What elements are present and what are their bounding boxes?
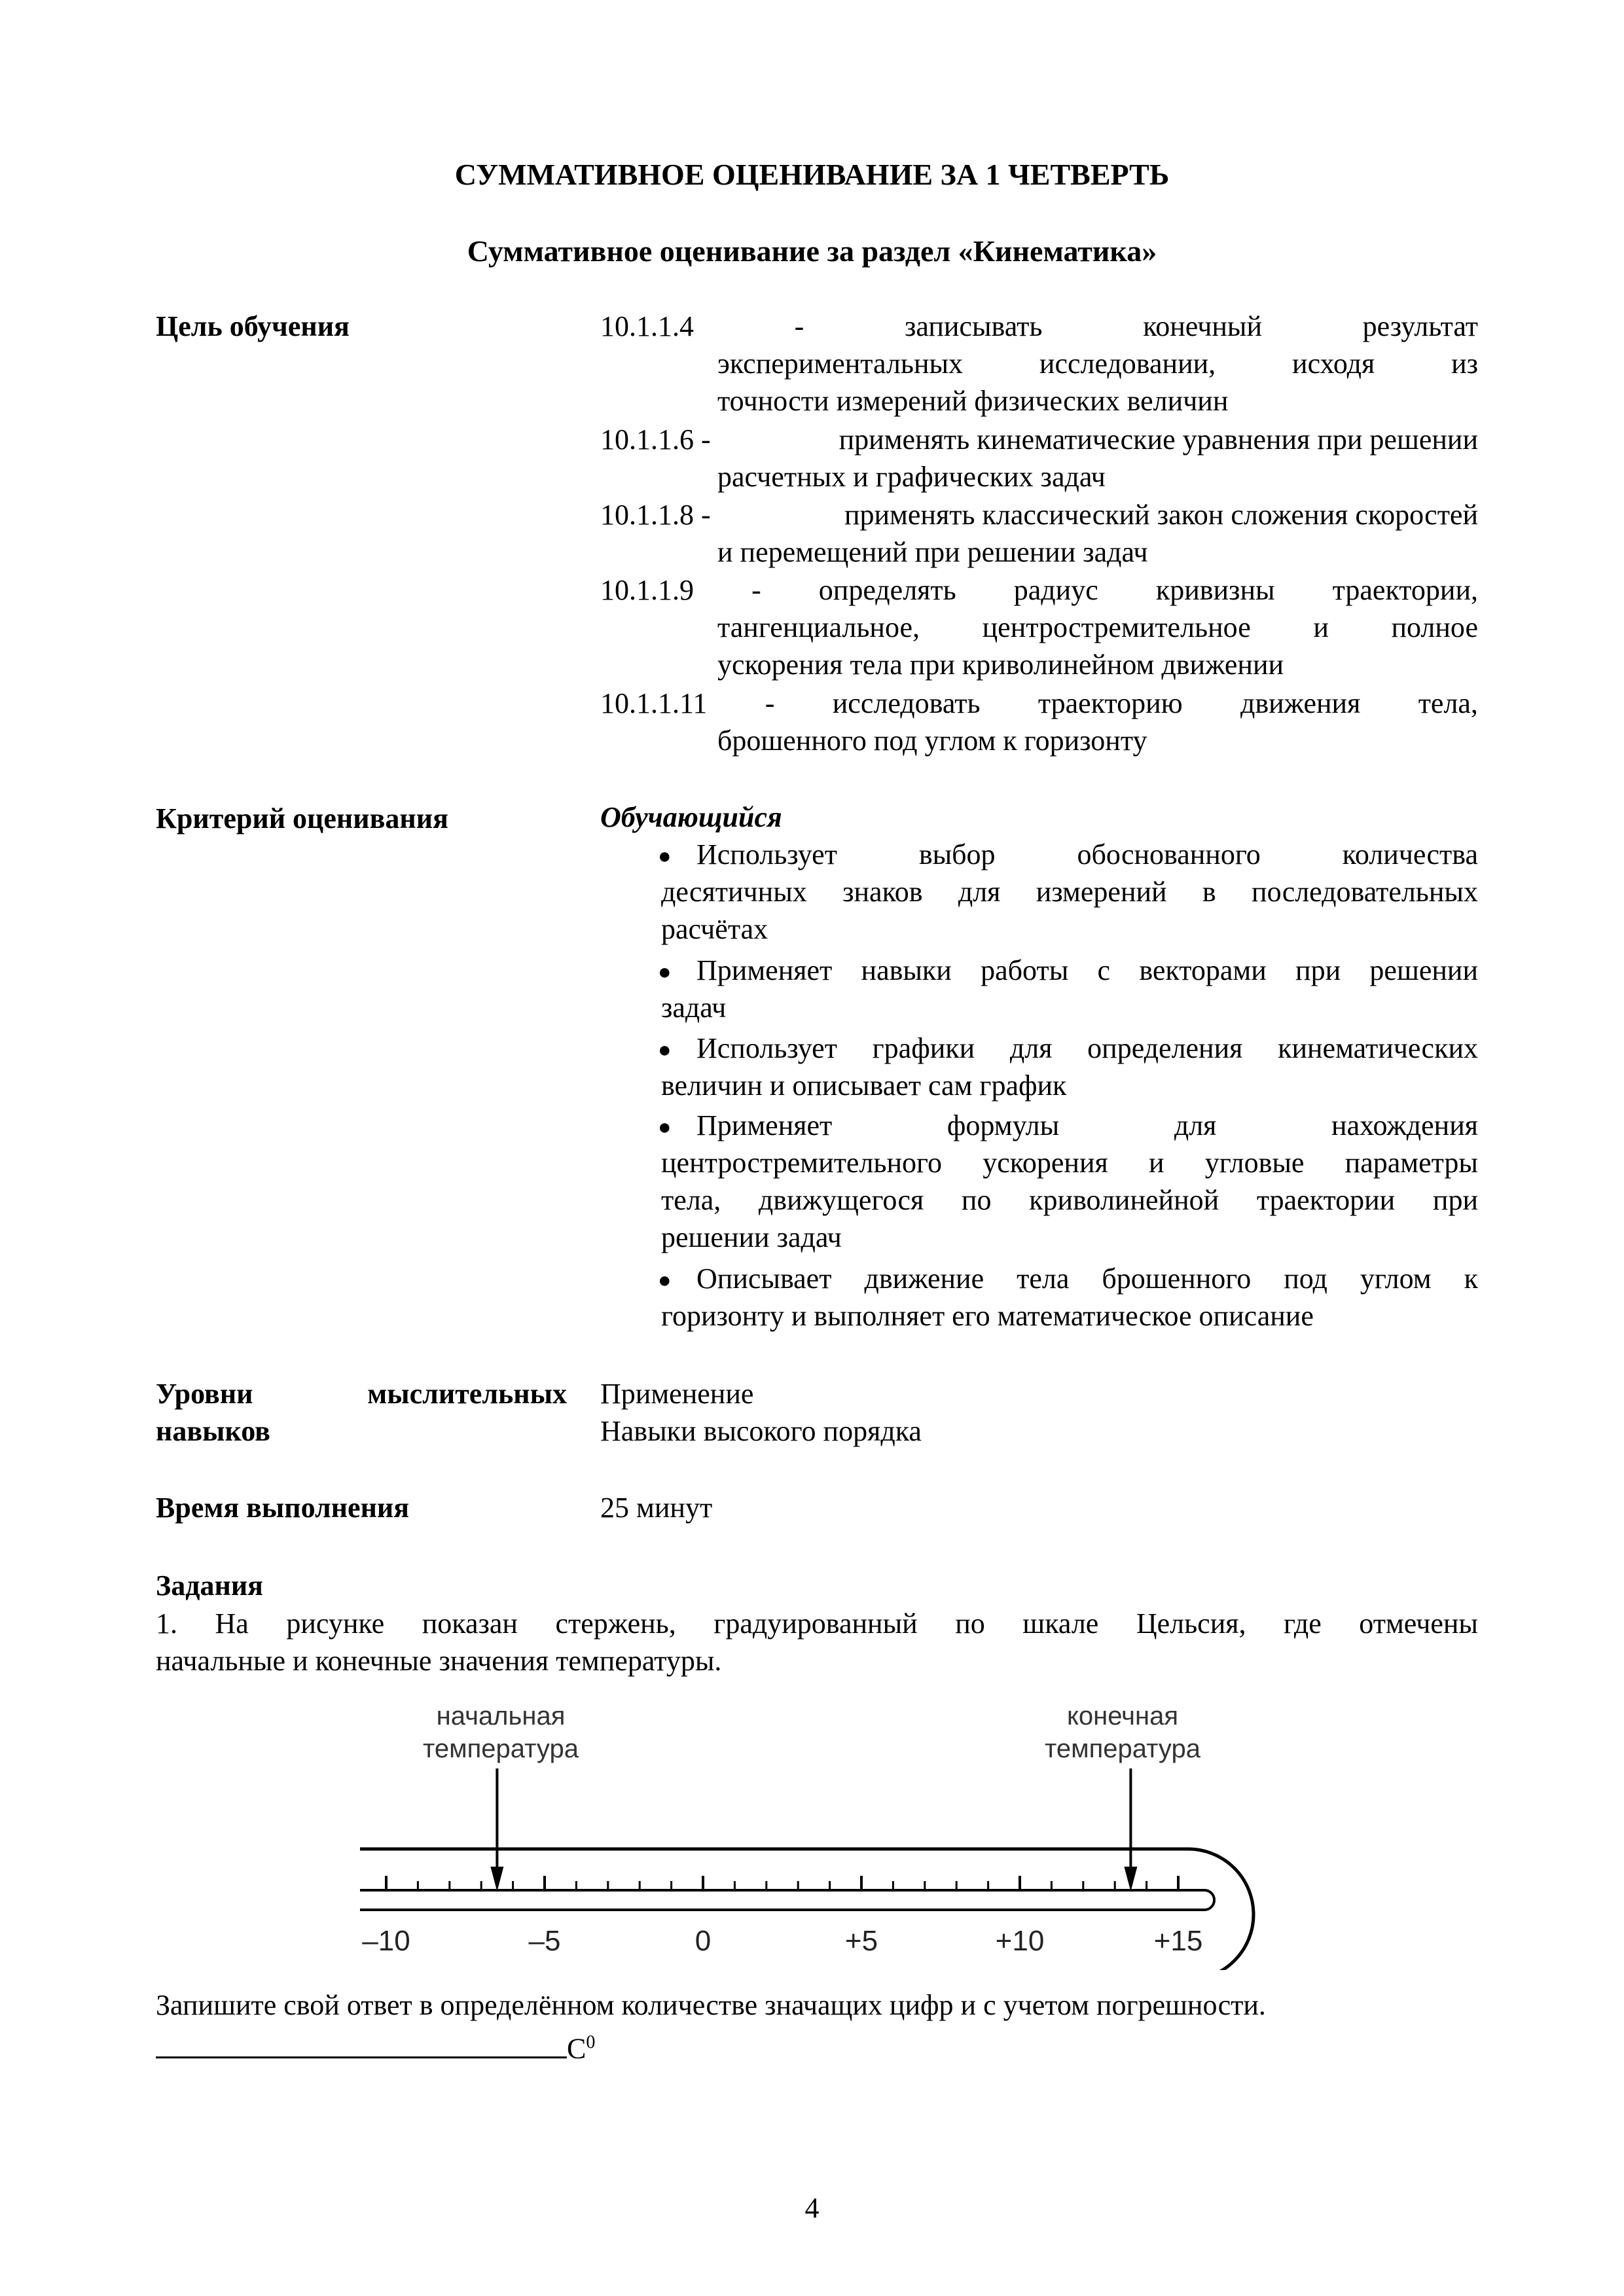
- goal-dash: -: [701, 423, 711, 456]
- goal-item-3-first-line: [600, 496, 1478, 533]
- goal-item-5-first-line: [600, 685, 1478, 722]
- skills-value: Навыки высокого порядка: [600, 1415, 922, 1447]
- goal-code: 10.1.1.6: [600, 423, 694, 456]
- task-1-text-cont: начальные и конечные значения температуры.: [156, 1645, 722, 1677]
- tick-label: +15: [1153, 1925, 1203, 1957]
- criteria-line: центростремительного ускорения и угловые параметры: [661, 1147, 1478, 1179]
- goal-dash: -: [794, 310, 804, 342]
- scale-labels: [362, 1925, 1202, 1957]
- unit-letter: C: [567, 2032, 586, 2065]
- goal-code: 10.1.1.9: [600, 574, 694, 606]
- goal-line: точности измерений физических величин: [717, 385, 1229, 417]
- answer-unit: [567, 2024, 595, 2068]
- goal-item-2-first-line: [600, 421, 1478, 458]
- start-label-line2: температура: [423, 1734, 579, 1763]
- criteria-heading: Обучающийся: [600, 801, 782, 833]
- goal-word: конечный: [1143, 310, 1262, 342]
- criteria-line: десятичных знаков для измерений в последовательных: [661, 876, 1478, 908]
- task-1-text: 1. На рисунке показан стержень, градуированный по шкале Цельсия, где отмечены: [156, 1607, 1478, 1640]
- tick-label: –10: [362, 1925, 410, 1957]
- criteria-line: горизонту и выполняет его математическое описание: [661, 1300, 1314, 1332]
- criteria-label: Критерий оценивания: [156, 802, 448, 834]
- goal-item-4-first-line: [600, 571, 1478, 609]
- goal-code: 10.1.1.4: [600, 310, 694, 342]
- unit-superscript: 0: [586, 2032, 596, 2053]
- goal-word: результат: [1362, 310, 1478, 342]
- criteria-line: Применяет навыки работы с векторами при решении: [696, 954, 1478, 986]
- goal-text: применять классический закон сложения скоростей: [844, 499, 1478, 531]
- goal-word: движения: [1240, 687, 1361, 719]
- skills-label: Уровни мыслительных: [156, 1378, 567, 1410]
- criteria-line: Применяет формулы для нахождения: [696, 1109, 1478, 1141]
- criteria-line: величин и описывает сам график: [661, 1069, 1067, 1102]
- goal-line: тангенциальное, центростремительное и полное: [717, 611, 1478, 643]
- tick-label: 0: [695, 1925, 712, 1957]
- start-arrow-head: [490, 1867, 503, 1892]
- criteria-line: Использует графики для определения кинематических: [696, 1032, 1478, 1064]
- goal-line: ускорения тела при криволинейном движении: [717, 649, 1284, 681]
- criteria-line: задач: [661, 992, 727, 1024]
- capillary: [360, 1890, 1214, 1910]
- goal-item-1-first-line: [600, 308, 1478, 345]
- tick-label: +5: [844, 1925, 878, 1957]
- answer-field[interactable]: [156, 2021, 567, 2058]
- bullet-icon: ●: [658, 844, 672, 869]
- criteria-line: расчётах: [661, 913, 768, 945]
- time-value: 25 минут: [600, 1492, 713, 1524]
- criteria-line: тела, движущегося по криволинейной траектории при: [661, 1184, 1478, 1216]
- end-arrow: [1124, 1768, 1137, 1892]
- goal-dash: -: [765, 687, 775, 719]
- learning-goal-label: Цель обучения: [156, 310, 350, 342]
- goal-word: радиус: [1013, 574, 1098, 606]
- goal-line: расчетных и графических задач: [717, 461, 1106, 493]
- skills-label-cont: навыков: [156, 1415, 270, 1447]
- goal-text: применять кинематические уравнения при решении: [839, 423, 1478, 456]
- goal-dash: -: [701, 499, 711, 531]
- goal-dash: -: [751, 574, 761, 606]
- bullet-icon: ●: [658, 1268, 672, 1293]
- bullet-icon: ●: [658, 1115, 672, 1139]
- time-label: Время выполнения: [156, 1492, 410, 1524]
- goal-line: и перемещений при решении задач: [717, 536, 1148, 568]
- goal-word: траекторию: [1038, 687, 1183, 719]
- end-label-line1: конечная: [1066, 1702, 1179, 1731]
- goal-line: брошенного под углом к горизонту: [717, 725, 1147, 757]
- answer-instruction: Запишите свой ответ в определённом количестве значащих цифр и с учетом погрешности.: [156, 1989, 1266, 2021]
- thermometer-svg: [347, 1695, 1329, 1970]
- criteria-line: решении задач: [661, 1221, 842, 1253]
- criteria-line: Использует выбор обоснованного количества: [696, 838, 1478, 870]
- bullet-icon: ●: [658, 960, 672, 984]
- page-title: СУММАТИВНОЕ ОЦЕНИВАНИЕ ЗА 1 ЧЕТВЕРТЬ: [454, 158, 1170, 191]
- skills-value: Применение: [600, 1378, 754, 1410]
- start-label-line1: начальная: [436, 1702, 566, 1731]
- goal-word: кривизны: [1155, 574, 1275, 606]
- end-label-line2: температура: [1045, 1734, 1200, 1763]
- end-arrow-head: [1124, 1867, 1137, 1892]
- goal-word: исследовать: [832, 687, 981, 719]
- goal-code: 10.1.1.8: [600, 499, 694, 531]
- page-subtitle: Суммативное оценивание за раздел «Кинематика»: [467, 234, 1157, 268]
- goal-code: 10.1.1.11: [600, 687, 708, 719]
- bullet-icon: ●: [658, 1038, 672, 1062]
- start-arrow: [490, 1768, 503, 1892]
- goal-word: тела,: [1418, 687, 1478, 719]
- goal-line: экспериментальных исследовании, исходя из: [717, 348, 1478, 380]
- goal-word: траектории,: [1332, 574, 1478, 606]
- goal-word: определять: [818, 574, 956, 606]
- tick-label: –5: [528, 1925, 561, 1957]
- tick-label: +10: [995, 1925, 1045, 1957]
- criteria-line: Описывает движение тела брошенного под углом к: [696, 1263, 1478, 1295]
- scale-ticks: [386, 1876, 1178, 1890]
- goal-word: записывать: [905, 310, 1043, 342]
- page-number: 4: [804, 2192, 820, 2224]
- tasks-heading: Задания: [156, 1570, 263, 1602]
- thermometer-figure: [347, 1695, 1329, 1970]
